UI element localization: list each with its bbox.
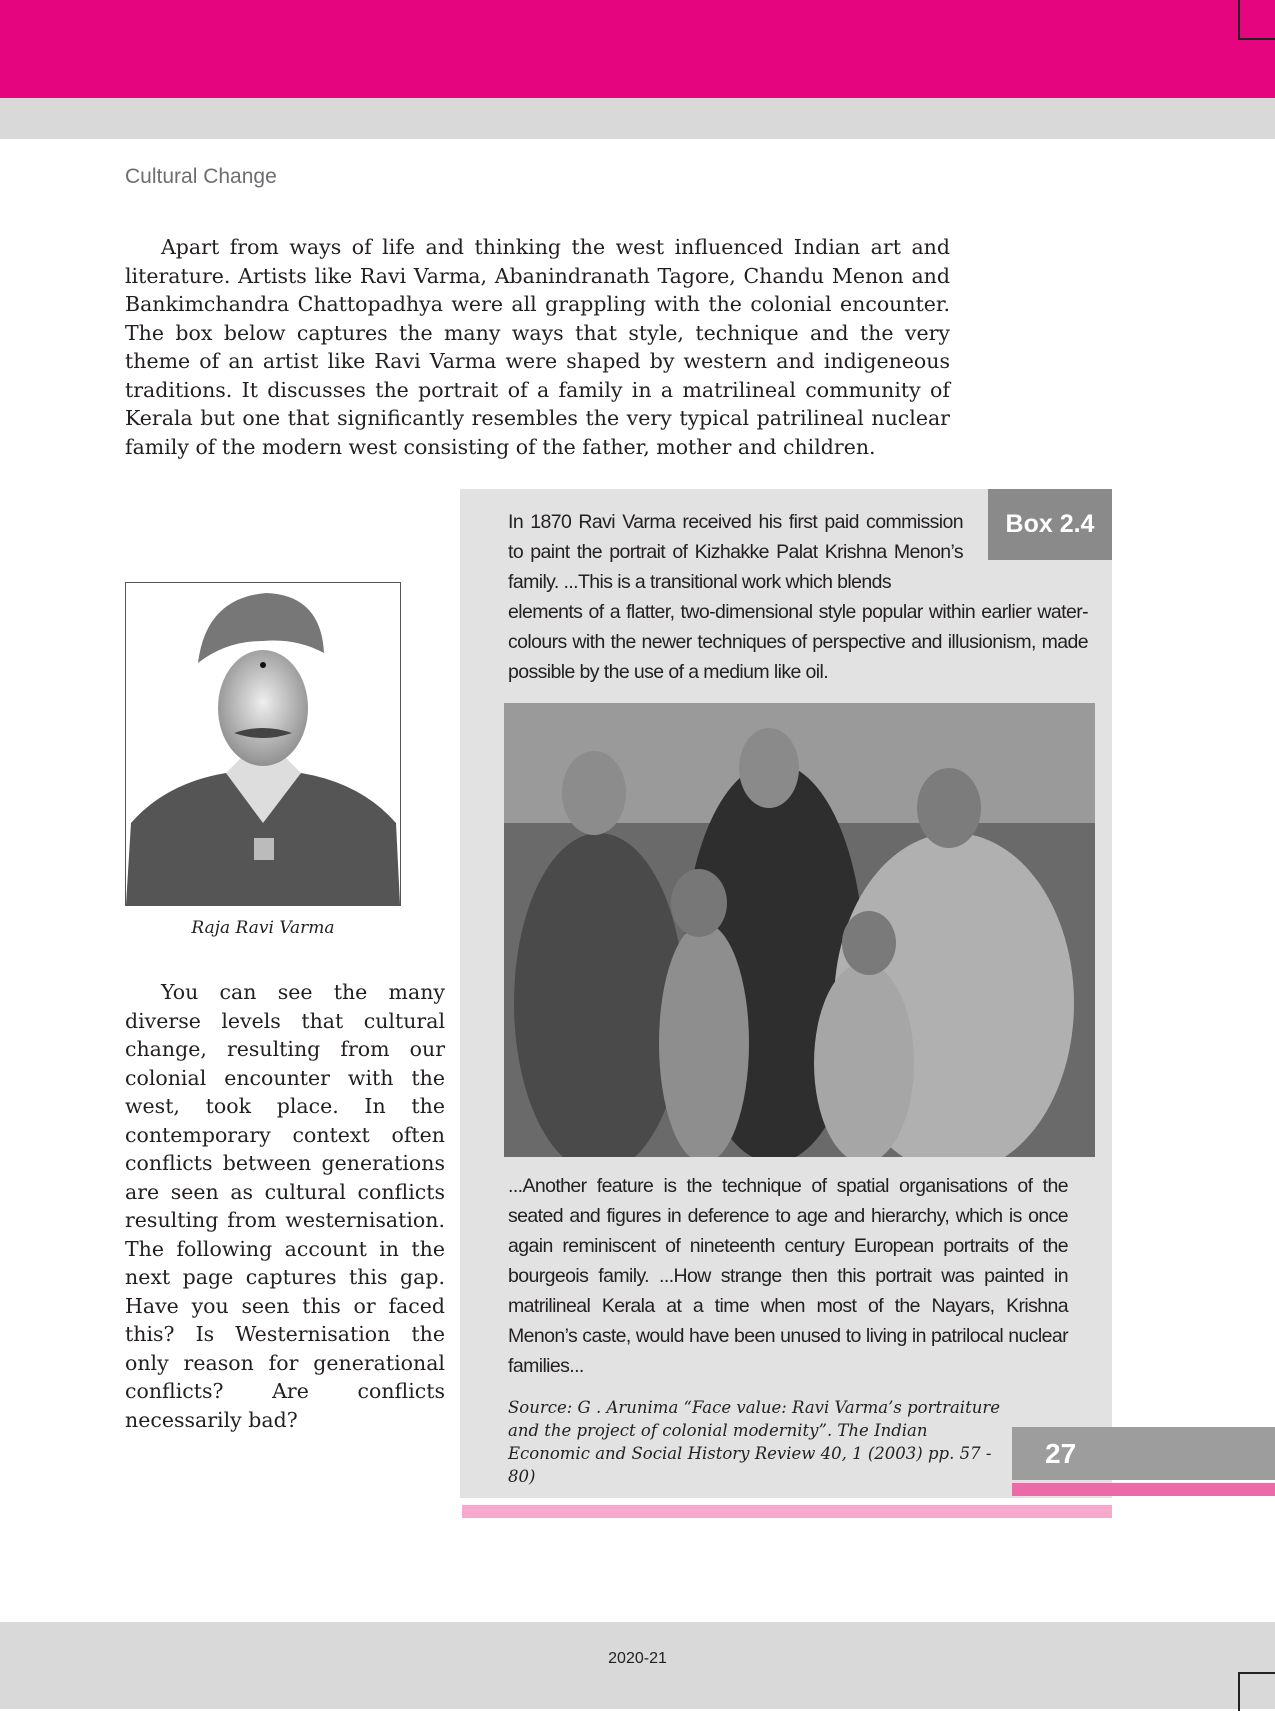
ravi-varma-portrait-image — [125, 582, 401, 906]
box-paragraph-1-rest: elements of a flatter, two-dimensional style popular within earlier water-colours with the newer techniques of perspective and illusionism, made possible by the use of a medium like oil. — [508, 601, 1088, 683]
crop-mark-bottom — [1238, 1672, 1275, 1711]
footer-year: 2020-21 — [608, 1650, 667, 1667]
box-source-citation: Source: G . Arunima “Face value: Ravi Varma’s portraiture and the project of colonial modernity”. The Indian Economic and Social History Review 40, 1 (2003) pp. 57 - 80) — [508, 1398, 1000, 1486]
header-band — [0, 98, 1275, 139]
chapter-title: Cultural Change — [125, 165, 277, 188]
header-banner — [0, 0, 1275, 98]
page-number-accent-bar — [1012, 1483, 1275, 1496]
side-paragraph: You can see the many diverse levels that cultural change, resulting from our colonial encounter with the west, took place. In the contemporary context often conflicts between generations are seen as cultural conflicts resulting from westernisation. The following account in the next page captures this gap. Have you seen this or faced this? Is Westernisation the only reason for generational conflicts? Are conflicts necessarily bad? — [125, 980, 445, 1432]
portrait-caption: Raja Ravi Varma — [191, 918, 335, 938]
box-paragraph-1-lead: In 1870 Ravi Varma received his first paid commission to paint the portrait of Kizhakke Palat Krishna Menon’s family. ...This is a transitional work which blends — [508, 511, 963, 593]
crop-mark-top — [1238, 0, 1275, 40]
page-number: 27 — [1012, 1427, 1275, 1480]
box-bottom-accent-bar — [462, 1505, 1112, 1518]
box-paragraph-1 — [508, 507, 1088, 687]
box-paragraph-2: ...Another feature is the technique of spatial organisations of the seated and figures in deference to age and hierarchy, which is once again reminiscent of nineteenth century European portraits of the bourgeois family. ...How strange then this portrait was painted in matrilineal Kerala at a time when most of the Nayars, Krishna Menon’s caste, would have been unused to living in patrilocal nuclear families... — [508, 1175, 1068, 1377]
intro-paragraph: Apart from ways of life and thinking the west influenced Indian art and literature. Artists like Ravi Varma, Abanindranath Tagore, Chandu Menon and Bankimchandra Chattopadhya were all grappling with the colonial encounter. The box below captures the many ways that style, technique and the very theme of an artist like Ravi Varma were shaped by western and indigeneous traditions. It discusses the portrait of a family in a matrilineal community of Kerala but one that significantly resembles the very typical patrilineal nuclear family of the modern west consisting of the father, mother and children. — [125, 235, 950, 459]
box-label: Box 2.4 — [988, 489, 1112, 560]
family-portrait-image — [504, 703, 1095, 1157]
